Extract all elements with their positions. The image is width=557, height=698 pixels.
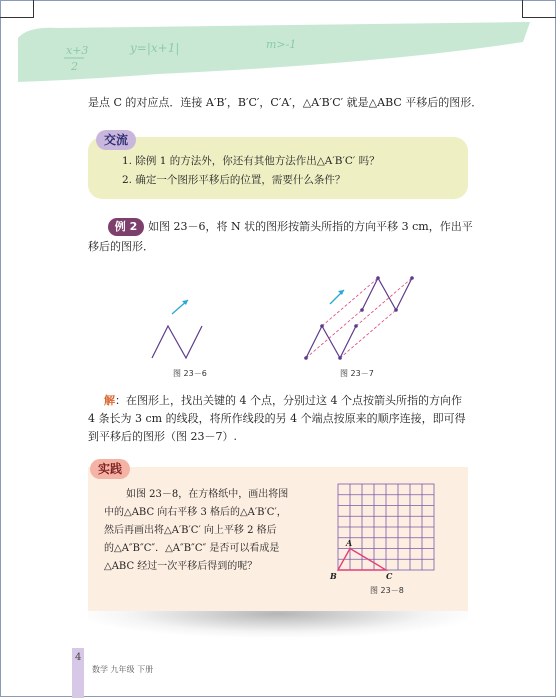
page-number: 4 [75,652,82,663]
banner-formula-numerator: x+3 [66,44,89,57]
exchange-badge [96,130,136,150]
figure-23-8-caption: 图 23－8 [370,586,404,595]
practice-line-1: 如图 23－8，在方格纸中，画出将图 [126,489,289,500]
solution-line-3: 到平移后的图形（图 23－7）. [88,430,237,443]
n-shape-original [306,326,356,358]
figure-23-7-caption: 图 23－7 [340,369,374,378]
example-text-line-1: 如图 23－6，将 N 状的图形按箭头所指的方向平移 3 cm，作出平 [148,220,473,233]
point-a-label: A [346,538,353,548]
banner-formula-ineq: m>-1 [266,38,297,51]
solution-text-1: ：在图形上，找出关键的 4 个点，分别过这 4 个点按箭头所指的方向作 [115,394,462,407]
figure-23-8-grid [328,482,444,582]
solution-line-2: 4 条长为 3 cm 的线段，将所作线段的另 4 个端点按原来的顺序连接，即可得 [88,412,466,425]
figure-23-7 [298,262,422,366]
practice-line-3: 然后再画出将△A′B′C′ 向上平移 2 格后 [104,525,277,536]
figure-23-6 [140,290,230,365]
point-b-label: B [330,571,337,581]
figure-23-6-caption: 图 23－6 [173,369,207,378]
practice-line-4: 的△A″B″C″．△A″B″C″ 是否可以看成是 [104,543,280,554]
banner-formula-abs: y=|x+1| [130,41,180,55]
book-title: 数学 九年级 下册 [92,665,154,674]
exchange-item-1: 1. 除例 1 的方法外，你还有其他方法作出△A′B′C′ 吗？ [122,155,380,167]
crop-mark-top-left-v [33,0,34,18]
exchange-item-2: 2. 确定一个图形平移后的位置，需要什么条件？ [122,174,346,186]
solution-label: 解 [104,394,115,407]
banner-formula-denominator: 2 [71,60,78,73]
point-c-label: C [386,571,393,581]
practice-title: 实践 [98,462,123,476]
solution-line-1 [104,392,462,410]
practice-line-5: △ABC 经过一次平移后得到的呢？ [104,561,258,572]
intro-line: 是点 C 的对应点．连接 A′B′，B′C′，C′A′，△A′B′C′ 就是△ABC 平移后的图形． [88,96,483,109]
practice-line-2: 中的△ABC 向右平移 3 格后的△A′B′C′， [104,507,287,518]
crop-mark-top-right-v [522,0,523,18]
crop-mark-top-left-h [0,17,34,18]
n-shape-translated [362,278,412,310]
n-shape [152,326,202,358]
chapter-banner [18,20,530,82]
example-text-line-2: 移后的图形． [88,240,154,253]
practice-badge [90,459,130,479]
practice-box-shadow [88,611,468,637]
crop-mark-top-right-h [522,17,556,18]
example-badge: 例 2 [108,218,144,236]
exchange-title: 交流 [104,133,129,147]
